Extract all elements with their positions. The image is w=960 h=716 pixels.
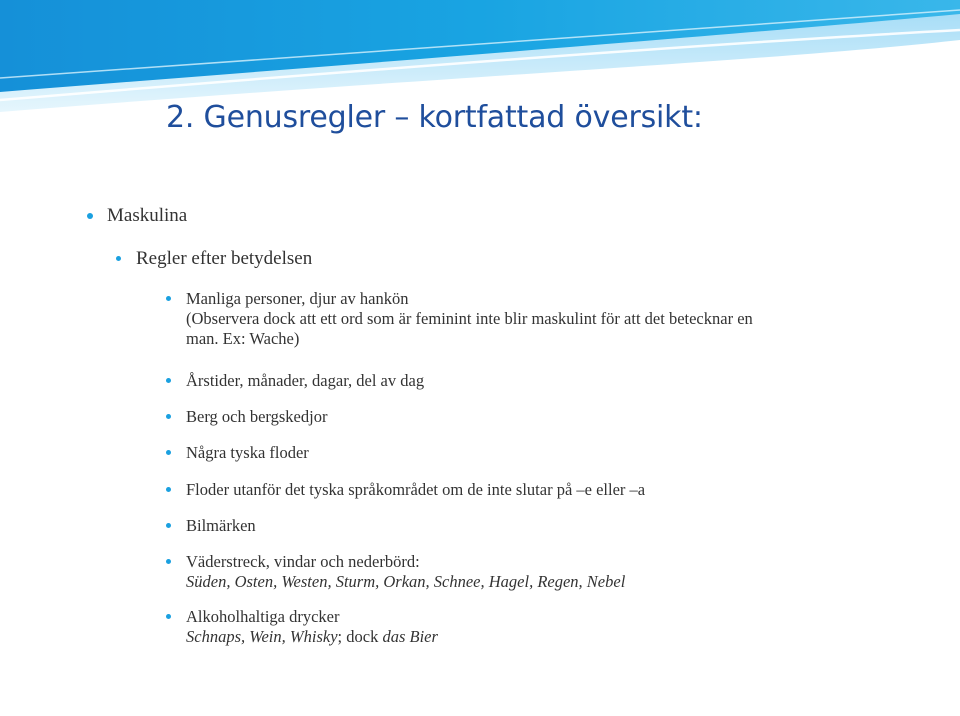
list-item <box>186 443 906 463</box>
level1-bullet <box>107 205 187 227</box>
bullet-dot-icon <box>166 450 171 455</box>
bullet-dot-icon <box>87 213 93 219</box>
list-item-text: Alkoholhaltiga drycker <box>186 607 340 626</box>
bullet-dot-icon <box>166 487 171 492</box>
bullet-dot-icon <box>166 614 171 619</box>
list-item-text: Väderstreck, vindar och nederbörd: <box>186 552 420 571</box>
list-item <box>186 289 906 349</box>
list-item-text: Floder utanför det tyska språkområdet om de inte slutar på –e eller –a <box>186 480 646 499</box>
bullet-dot-icon <box>166 523 171 528</box>
list-item-text: Årstider, månader, dagar, del av dag <box>186 371 425 390</box>
slide-title: 2. Genusregler – kortfattad översikt: <box>166 100 703 135</box>
bullet-dot-icon <box>166 378 171 383</box>
bullet-dot-icon <box>116 256 121 261</box>
list-item-text: Manliga personer, djur av hankön <box>186 289 409 308</box>
list-item-text: (Observera dock att ett ord som är feminint inte blir maskulint för att det betecknar en <box>186 309 753 328</box>
rule-list <box>186 289 906 647</box>
list-item-text: Bilmärken <box>186 516 256 535</box>
list-item-text: man. Ex: Wache) <box>186 329 300 348</box>
bullet-dot-icon <box>166 414 171 419</box>
level2-bullet <box>136 248 312 270</box>
list-item <box>186 516 906 536</box>
list-item <box>186 552 906 592</box>
example-italic: Schnaps, Wein, Whisky <box>186 627 338 646</box>
level2-text: Regler efter betydelsen <box>136 248 313 269</box>
list-item-text: Berg och bergskedjor <box>186 407 328 426</box>
bullet-dot-icon <box>166 559 171 564</box>
list-item <box>186 607 906 647</box>
list-item <box>186 371 906 391</box>
list-item <box>186 480 906 500</box>
list-item-example: Süden, Osten, Westen, Sturm, Orkan, Schnee, Hagel, Regen, Nebel <box>186 572 626 591</box>
example-italic: das Bier <box>382 627 438 646</box>
level1-text: Maskulina <box>107 205 188 226</box>
list-item-text: Några tyska floder <box>186 443 309 462</box>
list-item <box>186 407 906 427</box>
bullet-dot-icon <box>166 296 171 301</box>
list-item-example <box>186 627 906 647</box>
example-text: ; dock <box>337 627 383 646</box>
